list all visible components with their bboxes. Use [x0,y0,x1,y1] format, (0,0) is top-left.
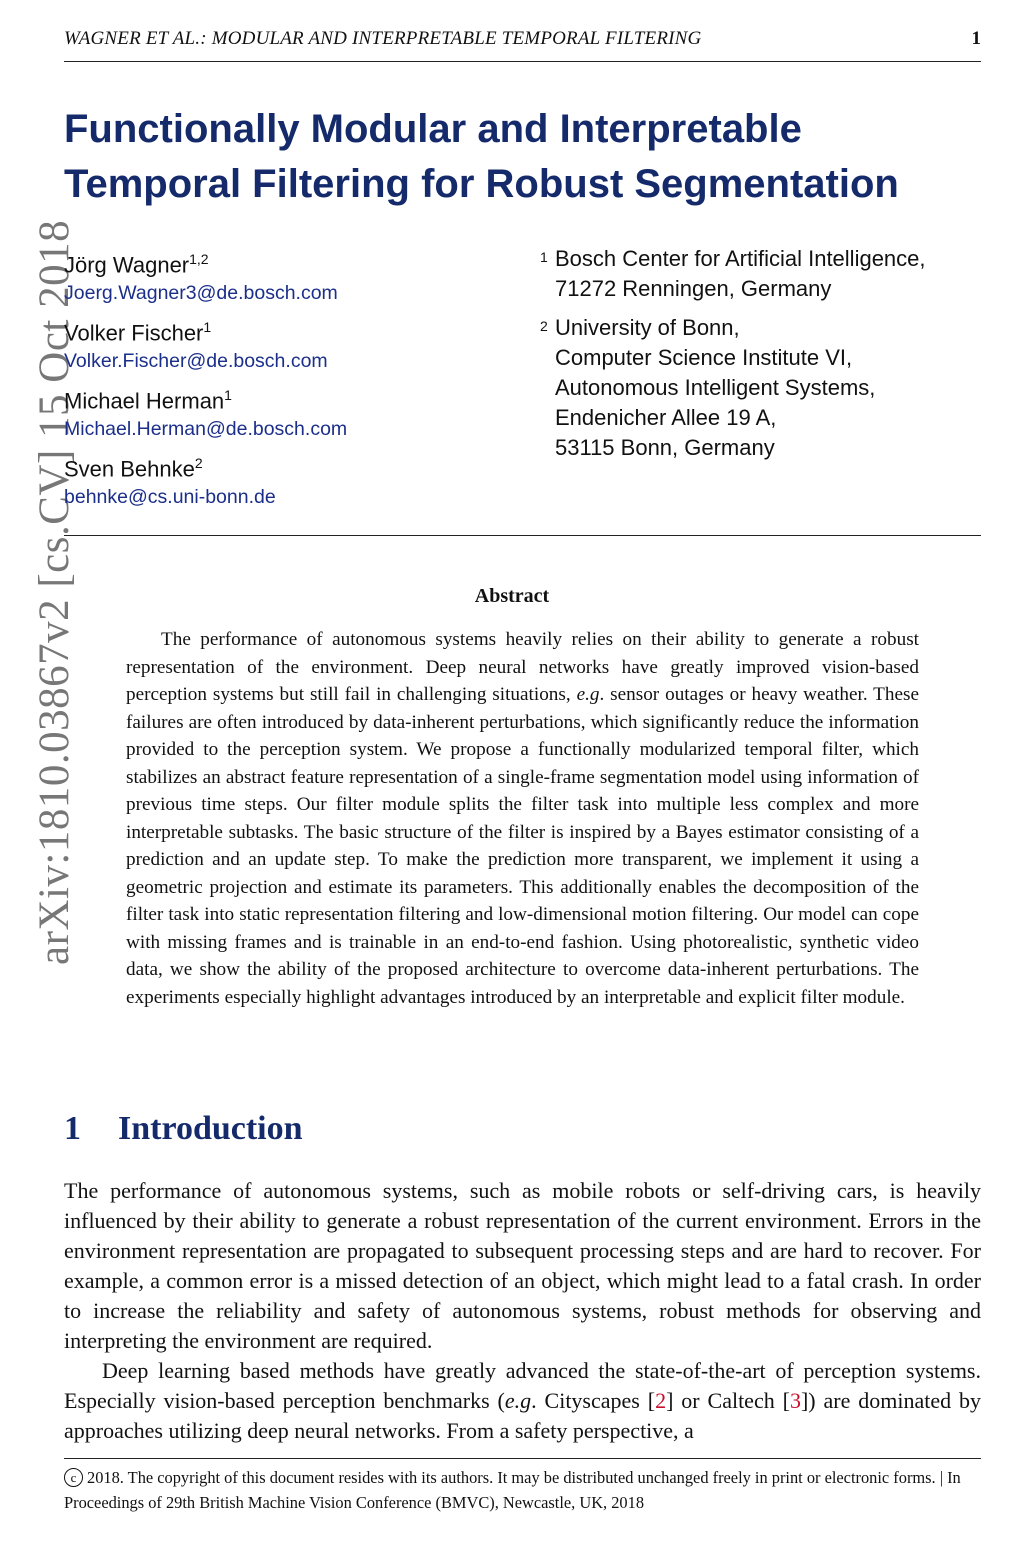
affiliation-sup: 2 [540,318,548,334]
affiliation-line: Bosch Center for Artificial Intelligence, [555,246,926,271]
abstract-text-part: The performance of autonomous systems heavily relies on their ability to generate a robust representation of the environment. Deep neural networks have greatly improved vision-based perception systems but still fail in challenging situations, [126,629,919,705]
arxiv-stamp: arXiv:1810.03867v2 [cs.CV] 15 Oct 2018 [31,219,78,965]
affiliation-entry [540,313,1000,463]
intro-text-part: ] or Caltech [ [666,1388,790,1413]
running-title: WAGNER ET AL.: MODULAR AND INTERPRETABLE TEMPORAL FILTERING [64,28,702,49]
author-name: Volker Fischer [64,320,204,346]
intro-paragraph-2 [64,1356,981,1446]
title-line-1: Functionally Modular and Interpretable [64,107,802,151]
author-affil-sup: 1 [203,319,212,335]
author-email-link[interactable]: Joerg.Wagner3@de.bosch.com [64,282,338,305]
title-block-rule [64,535,981,536]
author-affil-sup: 1,2 [189,251,209,267]
section-title: Introduction [118,1110,303,1147]
citation-link[interactable]: 3 [789,1388,801,1413]
author-email-link[interactable]: behnke@cs.uni-bonn.de [64,486,276,509]
intro-text-part: Deep learning based methods have greatly advanced the state-of-the-art of perception systems. Especially vision-based perception benchmarks ( [64,1358,981,1413]
affiliation-line: 71272 Renningen, Germany [555,276,832,301]
author-email-link[interactable]: Volker.Fischer@de.bosch.com [64,350,328,373]
author-entry [64,380,524,448]
author-name: Michael Herman [64,388,225,414]
copyright-icon: c [64,1468,83,1487]
abstract-text-italic: e.g [576,684,600,705]
author-name: Sven Behnke [64,456,195,482]
author-affil-sup: 2 [194,455,203,471]
intro-text-italic: e.g [504,1388,532,1413]
header-rule [64,61,981,62]
footnote-text: 2018. The copyright of this document resides with its authors. It may be distributed unchanged freely in print or electronic forms. | In Proceedings of 29th British Machine Vision Conference (BMVC), Newcastle, UK, 2018 [64,1468,961,1512]
abstract-text-part: . sensor outages or heavy weather. These failures are often introduced by data-inherent perturbations, which significantly reduce the information provided to the perception system. We propose a functionally modularized temporal filter, which stabilizes an abstract feature representation of a single-frame segmentation model using information of previous time steps. Our filter module splits the filter task into multiple less complex and more interpretable subtasks. The basic structure of the filter is inspired by a Bayes estimator consisting of a prediction and an update step. To make the prediction more transparent, we implement it using a geometric projection and estimate its parameters. This additionally enables the decomposition of the filter task into static representation filtering and low-dimensional motion filtering. Our model can cope with missing frames and is trainable in an end-to-end fashion. Using photorealistic, synthetic video data, we show the ability of the proposed architecture to overcome data-inherent perturbations. The experiments especially highlight advantages introduced by an interpretable and explicit filter module. [126,684,919,1008]
section-heading-introduction [64,1110,303,1148]
affiliation-line: Computer Science Institute VI, [555,345,853,370]
intro-text-part: . Cityscapes [ [531,1388,656,1413]
paper-title [64,102,994,212]
abstract-body [126,626,919,1011]
author-list [64,244,524,516]
author-entry [64,448,524,516]
citation-link[interactable]: 2 [655,1388,667,1413]
section-number: 1 [64,1110,81,1147]
author-entry [64,244,524,312]
intro-text-part: ]) are dominated by approaches utilizing deep neural networks. From a safety perspective, a [64,1388,981,1443]
affiliation-sup: 1 [540,249,548,265]
author-entry [64,312,524,380]
affiliation-line: Endenicher Allee 19 A, [555,405,777,430]
copyright-footnote [64,1465,981,1515]
intro-paragraph-1: The performance of autonomous systems, such as mobile robots or self-driving cars, is heavily influenced by their ability to generate a robust representation of the current environment. Errors in the environment representation are propagated to subsequent processing steps and are hard to recover. For example, a common error is a missed detection of an object, which might lead to a fatal crash. In order to increase the reliability and safety of autonomous systems, robust methods for observing and interpreting the environment are required. [64,1178,981,1353]
abstract-heading: Abstract [474,585,550,607]
affiliation-line: 53115 Bonn, Germany [555,435,775,460]
affiliation-entry [540,244,1000,304]
author-email-link[interactable]: Michael.Herman@de.bosch.com [64,418,348,441]
author-name: Jörg Wagner [64,252,190,278]
author-affil-sup: 1 [224,387,232,403]
affiliation-line: Autonomous Intelligent Systems, [555,375,876,400]
footnote-rule [64,1458,981,1459]
running-header [64,28,981,56]
title-line-2: Temporal Filtering for Robust Segmentation [64,162,899,206]
affiliation-list [540,244,1000,472]
affiliation-line: University of Bonn, [555,315,740,340]
page-number: 1 [971,28,981,49]
